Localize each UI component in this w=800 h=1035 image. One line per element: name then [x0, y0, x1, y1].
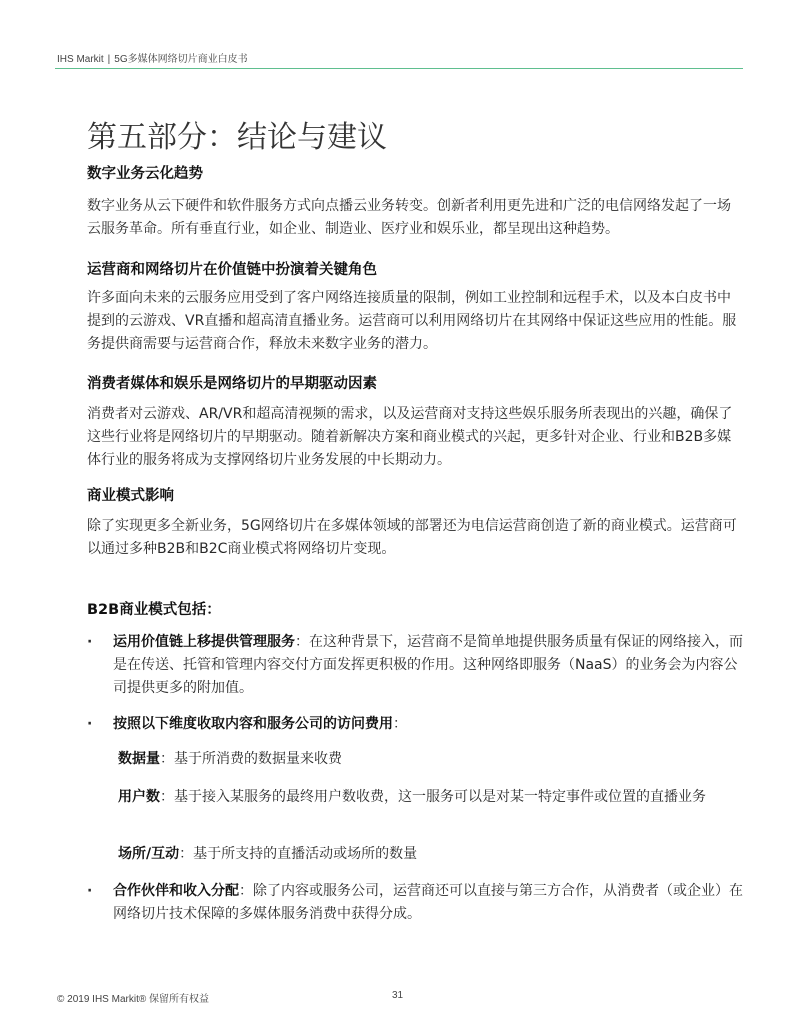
b2b-bullet-3	[87, 880, 747, 926]
footer-copyright: © 2019 IHS Markit® 保留所有权益	[57, 994, 209, 1005]
page-title: 第五部分：结论与建议	[87, 120, 387, 155]
sub-item-2-bold: 用户数	[118, 789, 160, 805]
bullet-dot: ·	[87, 634, 93, 650]
bullet-2-text: ：	[393, 716, 407, 732]
sub-item-1	[118, 748, 746, 771]
bullet-3-bold: 合作伙伴和收入分配	[113, 883, 239, 899]
bullet-3-text: ：除了内容或服务公司，运营商还可以直接与第三方合作，从消费者（或企业）在网络切片技术保障的多媒体服务消费中获得分成。	[113, 883, 743, 922]
section-paragraph-2: 许多面向未来的云服务应用受到了客户网络连接质量的限制，例如工业控制和远程手术，以及本白皮书中提到的云游戏、VR直播和超高清直播业务。运营商可以利用网络切片在其网络中保证这些应用的性能。服务提供商需要与运营商合作，释放未来数字业务的潜力。	[87, 290, 737, 352]
section-paragraph-4: 除了实现更多全新业务，5G网络切片在多媒体领域的部署还为电信运营商创造了新的商业模式。运营商可以通过多种B2B和B2C商业模式将网络切片变现。	[87, 518, 737, 557]
sub-item-3-text: ：基于所支持的直播活动或场所的数量	[179, 846, 418, 862]
section-paragraph-1: 数字业务从云下硬件和软件服务方式向点播云业务转变。创新者利用更先进和广泛的电信网络发起了一场云服务革命。所有垂直行业，如企业、制造业、医疗业和娱乐业，都呈现出这种趋势。	[87, 198, 731, 237]
section-heading-1: 数字业务云化趋势	[87, 166, 203, 182]
section-paragraph-3: 消费者对云游戏、AR/VR和超高清视频的需求，以及运营商对支持这些娱乐服务所表现出的兴趣，确保了这些行业将是网络切片的早期驱动。随着新解决方案和商业模式的兴起，更多针对企业、行业和B2B多媒体行业的服务将成为支撑网络切片业务发展的中长期动力。	[87, 406, 733, 468]
sub-item-1-bold: 数据量	[118, 751, 160, 767]
sub-item-3-bold: 场所/互动	[118, 846, 180, 862]
b2b-bullet-1	[87, 631, 747, 700]
sub-item-3	[118, 843, 746, 866]
sub-item-2	[118, 786, 746, 809]
b2b-bullet-2	[87, 713, 747, 736]
section-heading-2: 运营商和网络切片在价值链中扮演着关键角色	[87, 262, 377, 278]
bullet-dot: ·	[87, 716, 93, 732]
bullet-dot: ·	[87, 883, 93, 899]
section-heading-3: 消费者媒体和娱乐是网络切片的早期驱动因素	[87, 376, 377, 392]
b2b-heading: B2B商业模式包括：	[87, 602, 221, 618]
header-brand: IHS Markit	[57, 54, 104, 65]
section-heading-4: 商业模式影响	[87, 488, 174, 504]
page-number: 31	[392, 990, 404, 1001]
header-rule	[55, 68, 743, 69]
sub-item-1-text: ：基于所消费的数据量来收费	[160, 751, 342, 767]
bullet-1-bold: 运用价值链上移提供管理服务	[113, 634, 295, 650]
bullet-2-bold: 按照以下维度收取内容和服务公司的访问费用	[113, 716, 393, 732]
header-doc-title: 5G多媒体网络切片商业白皮书	[114, 54, 248, 65]
sub-item-2-text: ：基于接入某服务的最终用户数收费，这一服务可以是对某一特定事件或位置的直播业务	[160, 789, 706, 805]
header-separator: |	[107, 54, 111, 65]
bullet-1-text: ：在这种背景下，运营商不是简单地提供服务质量有保证的网络接入，而是在传送、托管和管理内容交付方面发挥更积极的作用。这种网络即服务（NaaS）的业务会为内容公司提供更多的附加值。	[113, 634, 743, 696]
page-header	[57, 50, 248, 65]
